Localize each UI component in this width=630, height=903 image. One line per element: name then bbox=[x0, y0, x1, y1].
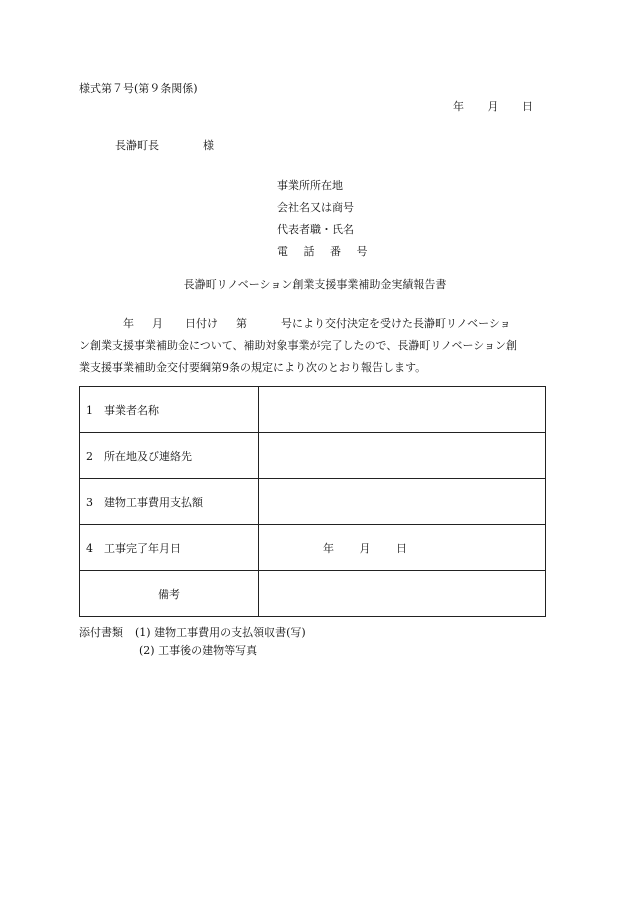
body-dated: 日付け bbox=[185, 317, 218, 330]
body-number-prefix: 第 bbox=[236, 317, 247, 330]
table-row bbox=[80, 433, 546, 479]
business-name-field[interactable] bbox=[259, 387, 546, 433]
date-year-label: 年 bbox=[453, 100, 464, 113]
body-line-1 bbox=[79, 313, 547, 335]
table-row bbox=[80, 479, 546, 525]
row-number: 2 bbox=[86, 449, 93, 463]
body-line-3: 業支援事業補助金交付要綱第9条の規定により次のとおり報告します。 bbox=[79, 361, 427, 374]
attachments-heading: 添付書類 bbox=[79, 626, 123, 639]
completion-year-label: 年 bbox=[323, 541, 334, 555]
date-month-label: 月 bbox=[487, 100, 499, 113]
addressee-honorific: 様 bbox=[203, 139, 214, 152]
table-row bbox=[80, 387, 546, 433]
table-label-cell bbox=[80, 433, 259, 479]
attachment-row bbox=[79, 642, 306, 660]
row-number: 1 bbox=[86, 403, 93, 417]
attachments bbox=[79, 624, 306, 660]
form-number: 様式第７号(第９条関係) bbox=[79, 82, 198, 95]
addressee-name: 長瀞町長 bbox=[115, 139, 159, 152]
construction-payment-field[interactable] bbox=[259, 479, 546, 525]
attachment-row bbox=[79, 624, 306, 642]
row-number: 4 bbox=[86, 541, 93, 555]
addressee bbox=[115, 137, 214, 153]
table-row bbox=[80, 525, 546, 571]
table-label-cell bbox=[80, 525, 259, 571]
completion-day-label: 日 bbox=[396, 541, 407, 555]
body-month: 月 bbox=[152, 317, 163, 330]
attachment-item: (2) 工事後の建物等写真 bbox=[139, 644, 258, 657]
body-line-2: ン創業支援事業補助金について、補助対象事業が完了したので、長瀞町リノベーション創 bbox=[79, 339, 518, 352]
date-day-label: 日 bbox=[522, 100, 533, 113]
body-year: 年 bbox=[123, 317, 134, 330]
table-row bbox=[80, 571, 546, 617]
remarks-label-cell: 備考 bbox=[80, 571, 259, 617]
remarks-field[interactable] bbox=[259, 571, 546, 617]
attachment-item: (1) 建物工事費用の支払領収書(写) bbox=[135, 626, 306, 639]
applicant-block bbox=[277, 175, 374, 263]
body-line-1-text: 号により交付決定を受けた長瀞町リノベーショ bbox=[281, 317, 511, 330]
table-label-cell bbox=[80, 479, 259, 525]
completion-month-label: 月 bbox=[359, 541, 371, 555]
applicant-phone-label: 電 話 番 号 bbox=[277, 245, 374, 258]
row-label: 所在地及び連絡先 bbox=[104, 449, 192, 463]
row-label: 事業者名称 bbox=[104, 403, 159, 417]
report-table bbox=[79, 386, 546, 617]
row-number: 3 bbox=[86, 495, 93, 509]
applicant-company-label: 会社名又は商号 bbox=[277, 201, 354, 214]
row-label: 建物工事費用支払額 bbox=[104, 495, 203, 509]
applicant-representative-label: 代表者職・氏名 bbox=[277, 223, 354, 236]
report-body bbox=[79, 313, 547, 379]
document-title: 長瀞町リノベーション創業支援事業補助金実績報告書 bbox=[183, 278, 447, 291]
address-contact-field[interactable] bbox=[259, 433, 546, 479]
completion-date-field[interactable] bbox=[259, 525, 546, 571]
row-label: 工事完了年月日 bbox=[104, 541, 181, 555]
table-label-cell bbox=[80, 387, 259, 433]
submission-date bbox=[453, 98, 533, 114]
applicant-address-label: 事業所所在地 bbox=[277, 179, 343, 192]
